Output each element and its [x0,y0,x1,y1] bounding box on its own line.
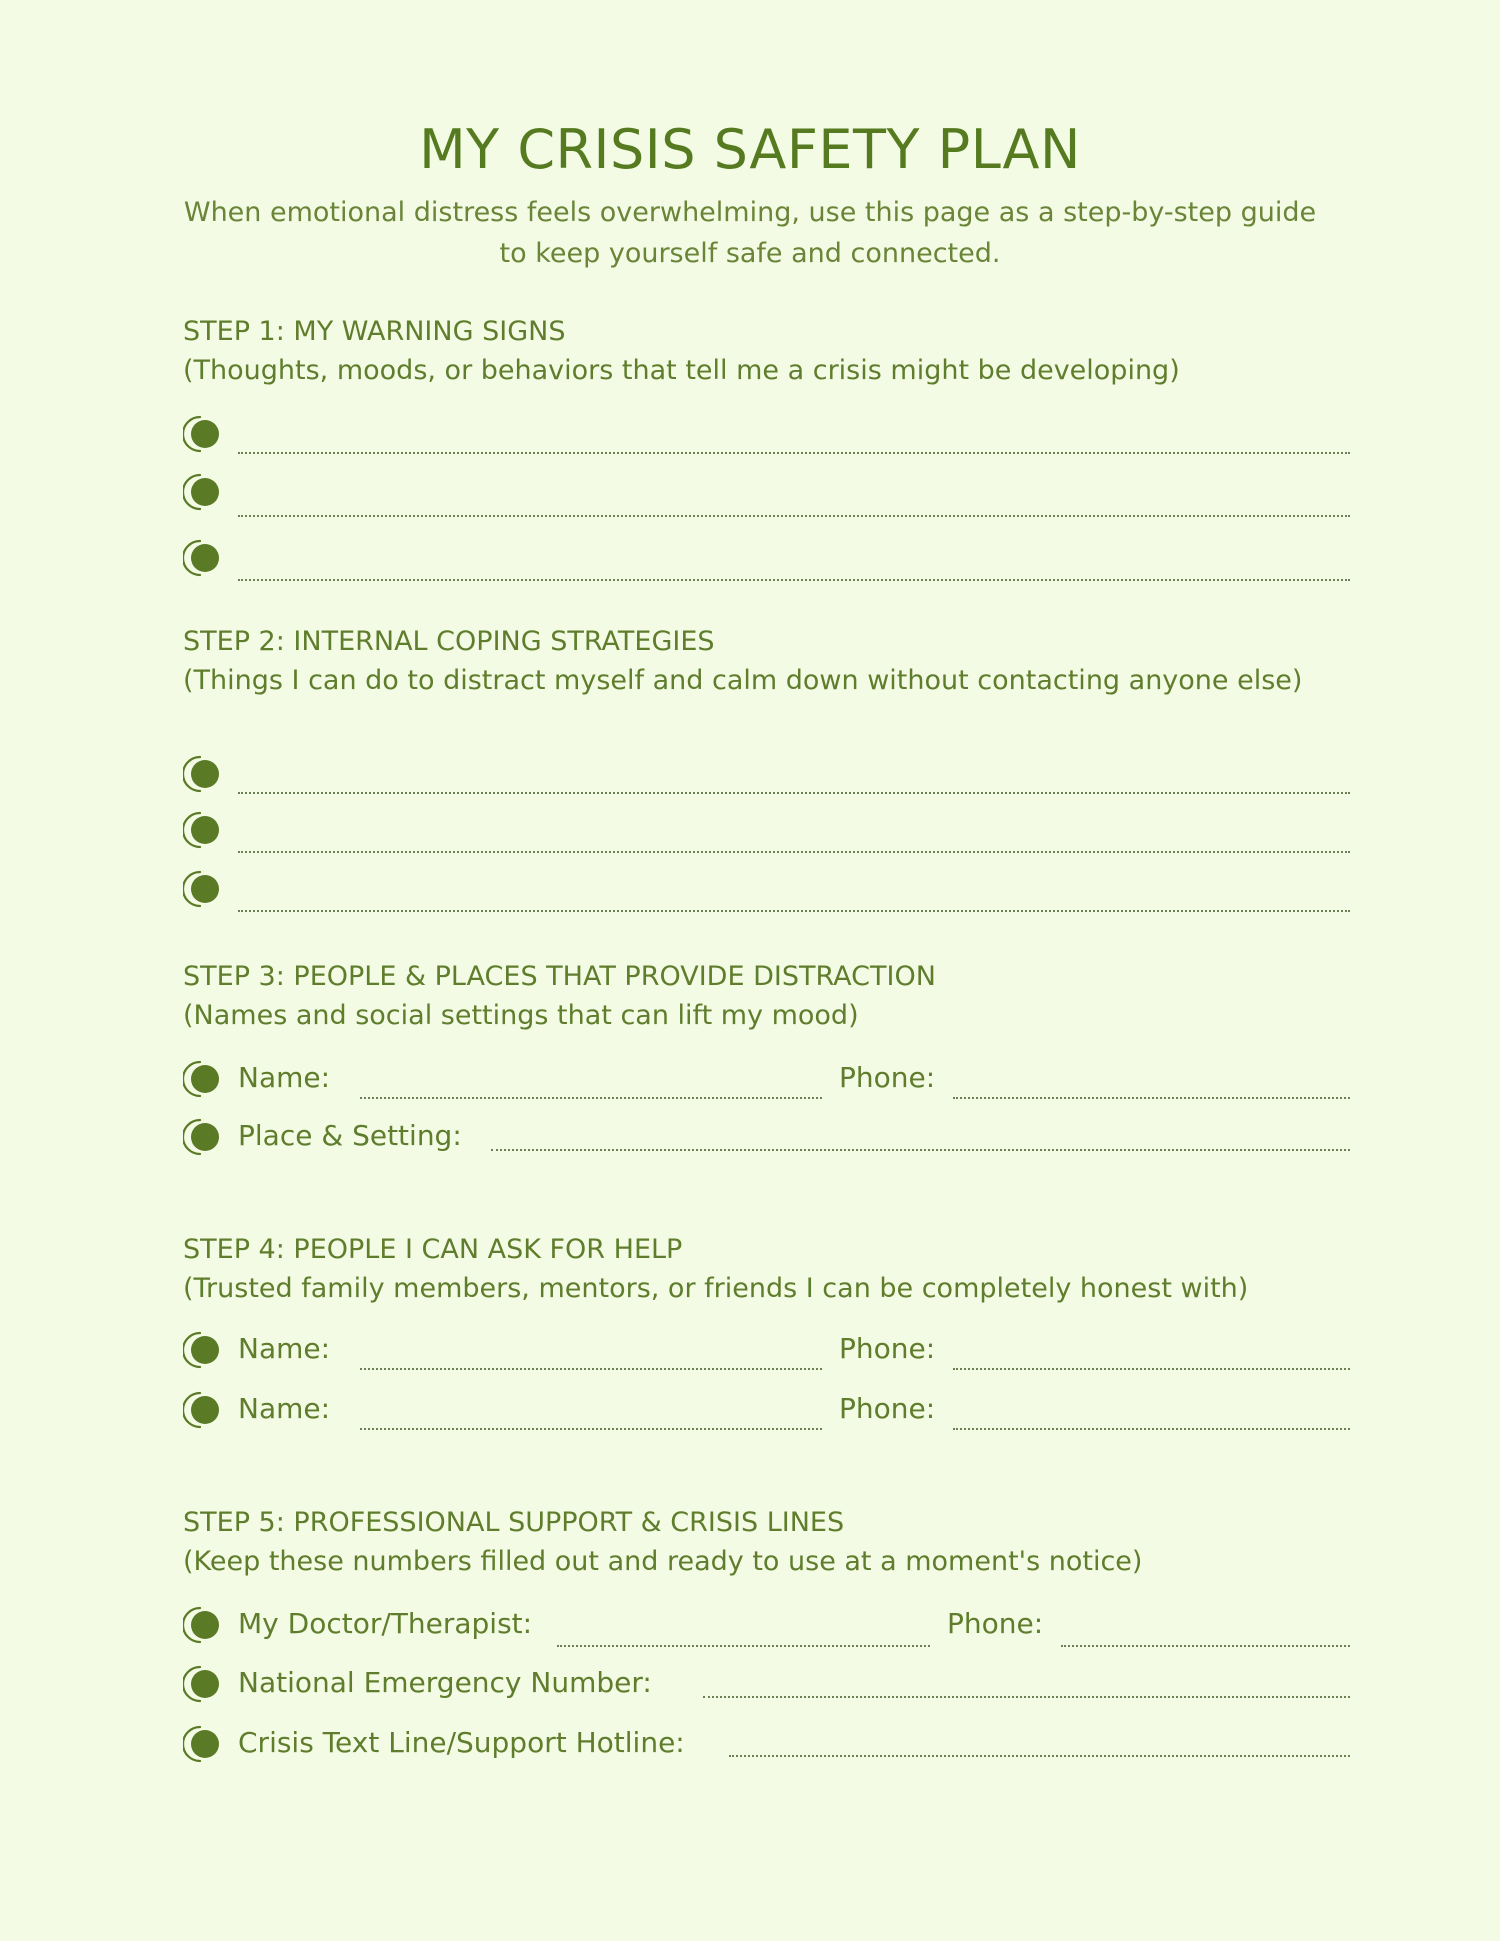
crescent-dot-icon [183,1330,223,1370]
emergency-label: National Emergency Number: [238,1666,652,1699]
crescent-dot-icon [183,810,223,850]
step1-heading [183,314,1363,392]
step4-name-field-2[interactable] [360,1428,822,1430]
crescent-dot-icon [183,1724,223,1764]
step4-phone-field-2[interactable] [953,1428,1350,1430]
place-label: Place & Setting: [238,1119,462,1152]
crescent-dot-icon [183,414,223,454]
step5-phone-field[interactable] [1061,1645,1350,1647]
crescent-dot-icon [183,1390,223,1430]
crescent-dot-icon [183,472,223,512]
step4-heading [183,1232,1363,1310]
step2-row-3 [183,867,1350,911]
step3-heading [183,959,1363,1037]
step3-subtitle: (Names and social settings that can lift my mood) [183,1000,859,1031]
step3-place-field[interactable] [491,1149,1350,1151]
step3-title: STEP 3: PEOPLE & PLACES THAT PROVIDE DISTRACTION [183,961,936,992]
crescent-dot-icon [183,538,223,578]
step5-hotline-row [183,1722,1350,1766]
step1-entry-3[interactable] [238,579,1350,581]
step4-contact-row-2 [183,1388,1350,1432]
step2-entry-2[interactable] [238,851,1350,853]
step5-subtitle: (Keep these numbers filled out and ready to use at a moment's notice) [183,1546,1143,1577]
step3-name-field[interactable] [360,1097,822,1099]
crescent-dot-icon [183,754,223,794]
step2-title: STEP 2: INTERNAL COPING STRATEGIES [183,626,715,657]
crescent-dot-icon [183,869,223,909]
step4-title: STEP 4: PEOPLE I CAN ASK FOR HELP [183,1234,683,1265]
step1-row-2 [183,470,1350,514]
step5-heading [183,1505,1363,1583]
step2-subtitle: (Things I can do to distract myself and calm down without contacting anyone else) [183,665,1303,696]
step4-name-field-1[interactable] [360,1368,822,1370]
crescent-dot-icon [183,1059,223,1099]
step3-phone-field[interactable] [953,1097,1350,1099]
doctor-label: My Doctor/Therapist: [238,1607,533,1640]
step4-contact-row-1 [183,1328,1350,1372]
step1-row-1 [183,412,1350,456]
name-label: Name: [238,1392,331,1425]
hotline-label: Crisis Text Line/Support Hotline: [238,1726,685,1759]
step2-entry-1[interactable] [238,792,1350,794]
phone-label: Phone: [839,1392,936,1425]
step5-hotline-field[interactable] [729,1755,1350,1757]
name-label: Name: [238,1332,331,1365]
step5-title: STEP 5: PROFESSIONAL SUPPORT & CRISIS LINES [183,1507,845,1538]
phone-label: Phone: [947,1607,1044,1640]
step1-row-3 [183,536,1350,580]
step1-subtitle: (Thoughts, moods, or behaviors that tell me a crisis might be developing) [183,355,1180,386]
crescent-dot-icon [183,1664,223,1704]
step1-entry-1[interactable] [238,452,1350,454]
crescent-dot-icon [183,1605,223,1645]
step5-doctor-field[interactable] [557,1645,930,1647]
step2-heading [183,624,1363,702]
phone-label: Phone: [839,1332,936,1365]
step4-phone-field-1[interactable] [953,1368,1350,1370]
step2-row-1 [183,752,1350,796]
phone-label: Phone: [839,1061,936,1094]
step3-place-row [183,1115,1350,1159]
crescent-dot-icon [183,1117,223,1157]
step4-subtitle: (Trusted family members, mentors, or friends I can be completely honest with) [183,1273,1249,1304]
step1-title: STEP 1: MY WARNING SIGNS [183,316,566,347]
page-title: MY CRISIS SAFETY PLAN [419,118,1081,181]
name-label: Name: [238,1061,331,1094]
step5-emergency-row [183,1662,1350,1706]
step2-entry-3[interactable] [238,910,1350,912]
step2-row-2 [183,808,1350,852]
step5-emergency-field[interactable] [703,1696,1350,1698]
step5-doctor-row [183,1603,1350,1647]
intro-text: When emotional distress feels overwhelming, use this page as a step-by-step guide to keep yourself safe and connected. [183,197,1317,269]
step1-entry-2[interactable] [238,515,1350,517]
step3-contact-row [183,1057,1350,1101]
